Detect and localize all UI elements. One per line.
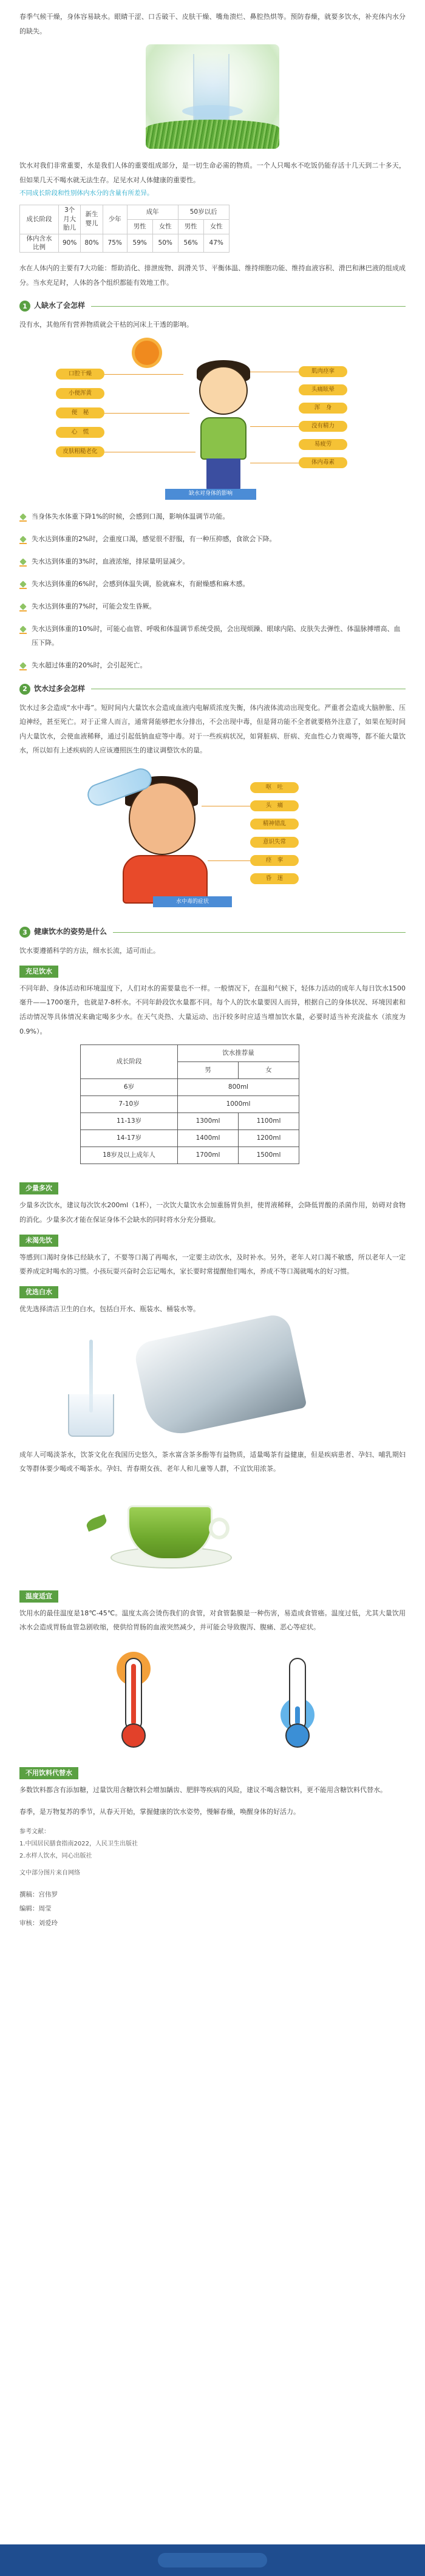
person-shirt [200, 417, 246, 460]
vol-stage: 18岁及以上成年人 [81, 1147, 178, 1164]
person-pants [206, 458, 240, 492]
vol-stage: 14-17岁 [81, 1130, 178, 1147]
table-row [81, 1096, 299, 1113]
list-item-text: 失水达到体重的3%时，血液浓缩，排尿量明显减少。 [32, 557, 189, 565]
symptom-pill: 意识失常 [250, 837, 299, 848]
dehydration-effects-list [19, 509, 406, 673]
references-title: 参考文献： [19, 1828, 50, 1836]
symptom-pill: 小便浑黄 [56, 388, 104, 399]
ratio-col-newborn: 新生婴儿 [81, 205, 103, 234]
table-row [81, 1147, 299, 1164]
vol-stage: 11-13岁 [81, 1113, 178, 1130]
thermometer-bulb [285, 1723, 310, 1748]
ratio-col-fetus: 3个月大胎儿 [59, 205, 81, 234]
reference-item: 2.水样人饮水，同心出版社 [19, 1853, 92, 1860]
thirsty-person-head [199, 366, 248, 415]
credits [19, 1888, 406, 1930]
section-2-body: 饮水过多会造成“水中毒”。短时间内大量饮水会造成血液内电解质浓度失衡，体内液体流动出现变化。严重者会造成大脑肿胀、压迫神经，甚至死亡。对于正常人而言，通常肾能够把水分排出，不会出现中毒，但是肾功能不全者就要格外注意了，如果在短时间内大量饮水，会使血液稀释，通过引起低钠血症等中毒。对于一些疾病状况，如肾脏病、肝病、充血性心力衰竭等，都不能大量饮水，所以如有上述疾病的人应该遵照医生的建议调整饮水的量。 [19, 703, 406, 755]
water-intake-table [80, 1044, 299, 1164]
vol-header-male: 男 [178, 1062, 239, 1079]
list-item-text: 失水超过体重的20%时，会引起死亡。 [32, 661, 147, 670]
subsection-tag: 不用饮料代替水 [19, 1767, 78, 1779]
vol-header-stage: 成长阶段 [81, 1045, 178, 1079]
section-number: 3 [19, 927, 30, 938]
subsection-paragraph: 成年人可喝淡茶水，饮茶文化在我国历史悠久，茶水富含茶多酚等有益物质，适量喝茶有益健康，但是疾病患者、孕妇、哺乳期妇女等群体要少喝或不喝茶水。孕妇、青春期女孩、老年人和儿童等人群，不宜饮用浓茶。 [19, 1450, 406, 1473]
intro-paragraph-1: 春季气候干燥，身体容易缺水。眼睛干涩、口舌破干、皮肤干燥、嘴角溃烂、鼻腔热烘等。预防春燥，就要多饮水，补充体内水分的缺失。 [19, 13, 406, 35]
connector-line [208, 860, 250, 861]
vol-value: 1000ml [178, 1096, 299, 1113]
symptom-pill: 昏 迷 [250, 873, 299, 884]
list-item [19, 532, 406, 546]
list-item-text: 失水达到体重的10%时，可能心血管、呼吸和体温调节系统受损，会出现烦躁、眼球内陷、皮肤失去弹性、体温脉搏增高、血压下降。 [32, 625, 401, 647]
symptom-pill: 肌肉痉挛 [299, 366, 347, 377]
symptom-pill: 呕 吐 [250, 782, 299, 793]
ratio-col-youth: 少年 [103, 205, 127, 234]
thermometer-bulb [121, 1723, 146, 1748]
cup-handle [209, 1518, 229, 1539]
thermometer-fill [131, 1664, 136, 1725]
symptom-pill: 没有精力 [299, 421, 347, 432]
ratio-col-adult: 成年 [127, 205, 178, 219]
symptom-pill: 头 痛 [250, 800, 299, 811]
vol-value: 1300ml [178, 1113, 239, 1130]
section-1-lead: 没有水，其他所有营养物质就会干枯的河床上干透的影响。 [19, 321, 193, 329]
connector-line [104, 374, 183, 375]
list-item-text: 失水达到体重的7%时，可能会发生昏厥。 [32, 602, 156, 611]
symptom-pill: 便 秘 [56, 407, 104, 418]
ratio-value: 90% [59, 234, 81, 252]
list-item [19, 509, 406, 523]
ratio-value: 80% [81, 234, 103, 252]
connector-line [104, 413, 189, 414]
table-row [81, 1079, 299, 1096]
section-title: 人缺水了会怎样 [34, 301, 86, 310]
ratio-value: 50% [152, 234, 178, 252]
list-item-text: 失水达到体重的6%时，会感到体温失调，脸就麻木，有耐燥感和麻木感。 [32, 580, 250, 588]
symptom-pill: 精神错乱 [250, 819, 299, 830]
subsection-tag: 充足饮水 [19, 966, 58, 978]
section-title: 健康饮水的姿势是什么 [34, 927, 107, 936]
bullet-icon [19, 581, 27, 588]
hot-thermometer-icon [125, 1658, 142, 1731]
ratio-value: 75% [103, 234, 127, 252]
bullet-icon [19, 662, 27, 669]
article [19, 0, 406, 1930]
ratio-header-stage: 成长阶段 [20, 205, 59, 234]
bullet-icon [19, 536, 27, 543]
footer-banner [0, 2544, 425, 2576]
subsection-tag: 优选白水 [19, 1286, 58, 1298]
footer-highlight [158, 2553, 267, 2567]
subsection-paragraph: 饮用水的最佳温度是18℃-45℃。温度太高会烫伤我们的食管，对食管黏膜是一种伤害，易造成食管癌。温度过低，尤其大量饮用冰水会造成胃肠血管急剧收缩，使供给胃肠的血液突然减少，并可能会导致腹泻、腹痛、恶心等症状。 [19, 1609, 406, 1632]
grass-shape [146, 120, 279, 149]
illustration-caption: 水中毒的症状 [153, 896, 232, 907]
vol-header: 饮水推荐量 [178, 1045, 299, 1062]
vol-value: 1200ml [239, 1130, 299, 1147]
pitcher-shape [132, 1312, 307, 1440]
drinking-boy-face [129, 782, 195, 855]
symptom-pill: 皮肤粗糙老化 [56, 446, 104, 457]
section-number: 2 [19, 684, 30, 695]
bullet-icon [19, 558, 27, 565]
table-row [81, 1130, 299, 1147]
list-item-text: 当身体失水体重下降1%的时候，会感到口渴，影响体温调节功能。 [32, 512, 229, 520]
sun-icon [135, 341, 159, 365]
ratio-over50-male: 男性 [178, 219, 203, 234]
section-3-heading [19, 924, 406, 940]
ratio-col-over50: 50岁以后 [178, 205, 229, 219]
vol-header-female: 女 [239, 1062, 299, 1079]
subsection-paragraph: 多数饮料都含有添加糖，过量饮用含糖饮料会增加龋齿、肥胖等疾病的风险，建议不喝含糖饮料，更不能用含糖饮料代替水。 [19, 1786, 387, 1794]
vol-value: 800ml [178, 1079, 299, 1096]
list-item [19, 554, 406, 568]
cold-thermometer-icon [289, 1658, 306, 1731]
image-source-note: 文中部分图片来自网络 [19, 1870, 80, 1877]
list-item [19, 658, 406, 672]
bullet-icon [19, 603, 27, 610]
vol-value: 1100ml [239, 1113, 299, 1130]
credit-editor: 编辑：周莹 [19, 1905, 52, 1913]
subsection-paragraph: 少量多次饮水，建议每次饮水200ml（1杯），一次饮大量饮水会加重肠胃负担，使胃液稀释，会降低胃酸的杀菌作用，妨碍对食物的消化。少量多次才能在保证身体不会缺水的同时将水分充分摄取。 [19, 1201, 406, 1224]
ratio-value: 47% [203, 234, 229, 252]
water-ratio-table [19, 205, 229, 253]
section-divider [113, 932, 406, 933]
green-tea-image [19, 1481, 406, 1578]
list-item-text: 失水达到体重的2%时，会重度口渴，感觉很不舒服，有一种压抑感，食欲会下降。 [32, 534, 276, 543]
subsection-paragraph: 不同年龄、身体活动和环境温度下，人们对水的需要量也不一样。一般情况下，在温和气候下，轻体力活动的成年人每日饮水1500毫升——1700毫升，也就是7-8杯水。不同年龄段饮水量都不同。每个人的饮水量要因人而异，根据自己的身体状况、环境因素和活动情况等具体情况来确定喝多少水。在天气炎热、大量运动、出汗较多时应适当增加饮水量，必要时适当补充淡盐水（浓度为0.9%）。 [19, 984, 406, 1035]
ratio-row-label: 体内含水比例 [20, 234, 59, 252]
symptom-pill: 口腔干燥 [56, 369, 104, 380]
list-item [19, 622, 406, 650]
section-number: 1 [19, 301, 30, 312]
subsection-paragraph: 等感到口渴时身体已经缺水了，不要等口渴了再喝水，一定要主动饮水，及时补水。另外，老年人对口渴不敏感，所以老年人一定要养成定时喝水的习惯。小孩玩耍兴奋时会忘记喝水，家长要时常提醒他们喝水，养成不等口渴就喝水的好习惯。 [19, 1253, 406, 1276]
vol-stage: 7-10岁 [81, 1096, 178, 1113]
references [19, 1826, 406, 1879]
section-1-heading [19, 298, 406, 314]
table-row [81, 1113, 299, 1130]
list-item [19, 599, 406, 613]
illustration-caption: 缺水对身体的影响 [165, 489, 256, 500]
subsection-tag: 未渴先饮 [19, 1235, 58, 1247]
list-item [19, 577, 406, 591]
section-3-lead: 饮水要遵循科学的方法，细水长流，适可而止。 [19, 947, 160, 955]
dehydration-illustration [19, 338, 406, 503]
pouring-water-image [19, 1321, 406, 1443]
intro-note: 不同成长阶段和性别体内水分的含量有所差异。 [19, 189, 154, 197]
bullet-icon [19, 513, 27, 520]
ratio-over50-female: 女性 [203, 219, 229, 234]
symptom-pill: 易疲劳 [299, 439, 347, 450]
credit-reviewer: 审核：刘爱玲 [19, 1919, 58, 1927]
section-title: 饮水过多会怎样 [34, 684, 86, 693]
ratio-value: 59% [127, 234, 152, 252]
symptom-pill: 痉 挛 [250, 855, 299, 866]
intro-paragraph-2: 饮水对我们非常重要，水是我们人体的重要组成部分，是一切生命必需的物质。一个人只喝水不吃饭仍能存活十几天到二十多天，但如果几天不喝水就无法生存。足见水对人体健康的重要性。 [19, 162, 406, 184]
thermometer-fill [295, 1706, 300, 1725]
thermometer-image [19, 1640, 406, 1755]
connector-line [250, 426, 299, 427]
section-divider [91, 306, 406, 307]
vol-value: 1700ml [178, 1147, 239, 1164]
intro-paragraph-3: 水在人体内的主要有7大功能：帮助消化、排泄废物、润滑关节、平衡体温、维持细胞功能、维持血液容积、滑巴和淋巴液的组成成分。当水充足时，人体的各个组织都能有效地工作。 [19, 264, 406, 287]
hero-water-glass-image [146, 44, 279, 149]
bullet-icon [19, 625, 27, 633]
vol-value: 1400ml [178, 1130, 239, 1147]
subsection-tag: 温度适宜 [19, 1590, 58, 1603]
subsection-paragraph: 优先选择清洁卫生的白水，包括白开水、瓶装水、桶装水等。 [19, 1304, 200, 1313]
ratio-value: 56% [178, 234, 203, 252]
credit-author: 撰稿：宫伟罗 [19, 1891, 58, 1899]
vol-value: 1500ml [239, 1147, 299, 1164]
water-intoxication-illustration [19, 764, 406, 916]
ratio-adult-female: 女性 [152, 219, 178, 234]
symptom-pill: 浑 身 [299, 403, 347, 414]
water-splash [182, 105, 243, 117]
glass-shape [68, 1394, 114, 1437]
closing-paragraph: 春季，是万物复苏的季节，从春天开始，掌握健康的饮水姿势，慢解春燥，唤醒身体的好活力。 [19, 1807, 300, 1816]
symptom-pill: 心 慌 [56, 427, 104, 438]
symptom-pill: 头痛眩晕 [299, 384, 347, 395]
ratio-adult-male: 男性 [127, 219, 152, 234]
vol-stage: 6岁 [81, 1079, 178, 1096]
subsection-tag: 少量多次 [19, 1182, 58, 1194]
section-2-heading [19, 681, 406, 697]
symptom-pill: 体内毒素 [299, 457, 347, 468]
reference-item: 1.中国居民膳食指南2022，人民卫生出版社 [19, 1841, 138, 1848]
tea-leaf-icon [85, 1515, 108, 1532]
